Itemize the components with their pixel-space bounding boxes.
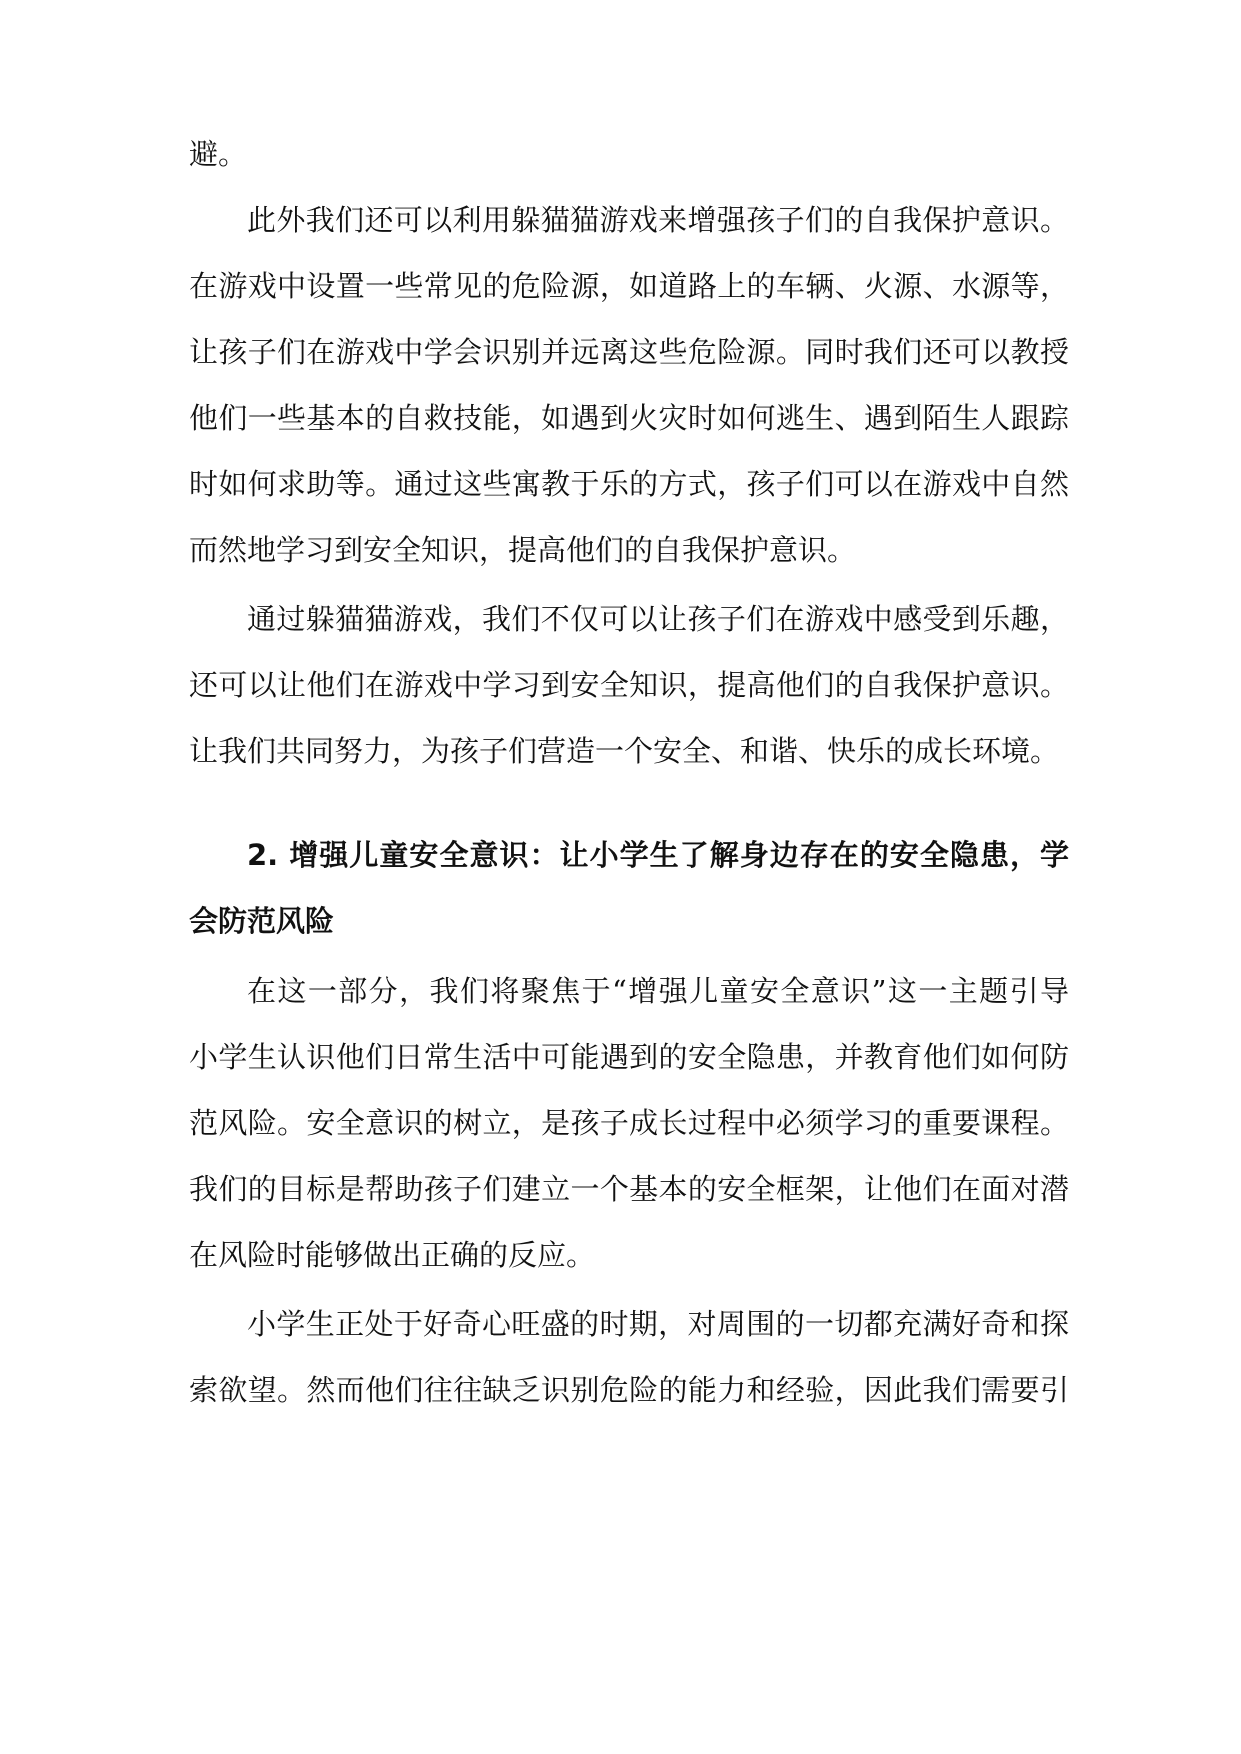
paragraph-first-line: 小学生正处于好奇心旺盛的时期，对周围的一切都充满好奇和探 bbox=[247, 1307, 1069, 1341]
text-line: 避。 bbox=[189, 137, 248, 171]
text-line: 还可以让他们在游戏中学习到安全知识，提高他们的自我保护意识。 bbox=[189, 668, 1069, 702]
section-heading: 2. 增强儿童安全意识：让小学生了解身边存在的安全隐患，学 bbox=[247, 838, 1069, 872]
paragraph-first-line: 在这一部分，我们将聚焦于“增强儿童安全意识”这一主题引导 bbox=[247, 974, 1069, 1008]
text-line: 让我们共同努力，为孩子们营造一个安全、和谐、快乐的成长环境。 bbox=[189, 734, 1060, 768]
paragraph-first-line: 此外我们还可以利用躲猫猫游戏来增强孩子们的自我保护意识。 bbox=[247, 203, 1069, 237]
text-line: 在游戏中设置一些常见的危险源，如道路上的车辆、火源、水源等， bbox=[189, 269, 1069, 303]
section-heading-continued: 会防范风险 bbox=[189, 904, 335, 938]
text-line: 在风险时能够做出正确的反应。 bbox=[189, 1238, 596, 1272]
text-line: 小学生认识他们日常生活中可能遇到的安全隐患，并教育他们如何防 bbox=[189, 1040, 1069, 1074]
text-line: 我们的目标是帮助孩子们建立一个基本的安全框架，让他们在面对潜 bbox=[189, 1172, 1069, 1206]
paragraph-first-line: 通过躲猫猫游戏，我们不仅可以让孩子们在游戏中感受到乐趣， bbox=[247, 602, 1069, 636]
text-line: 范风险。安全意识的树立，是孩子成长过程中必须学习的重要课程。 bbox=[189, 1106, 1069, 1140]
text-line: 时如何求助等。通过这些寓教于乐的方式，孩子们可以在游戏中自然 bbox=[189, 467, 1069, 501]
text-line: 他们一些基本的自救技能，如遇到火灾时如何逃生、遇到陌生人跟踪 bbox=[189, 401, 1069, 435]
text-line: 索欲望。然而他们往往缺乏识别危险的能力和经验，因此我们需要引 bbox=[189, 1373, 1069, 1407]
text-line: 而然地学习到安全知识，提高他们的自我保护意识。 bbox=[189, 533, 857, 567]
text-line: 让孩子们在游戏中学会识别并远离这些危险源。同时我们还可以教授 bbox=[189, 335, 1069, 369]
